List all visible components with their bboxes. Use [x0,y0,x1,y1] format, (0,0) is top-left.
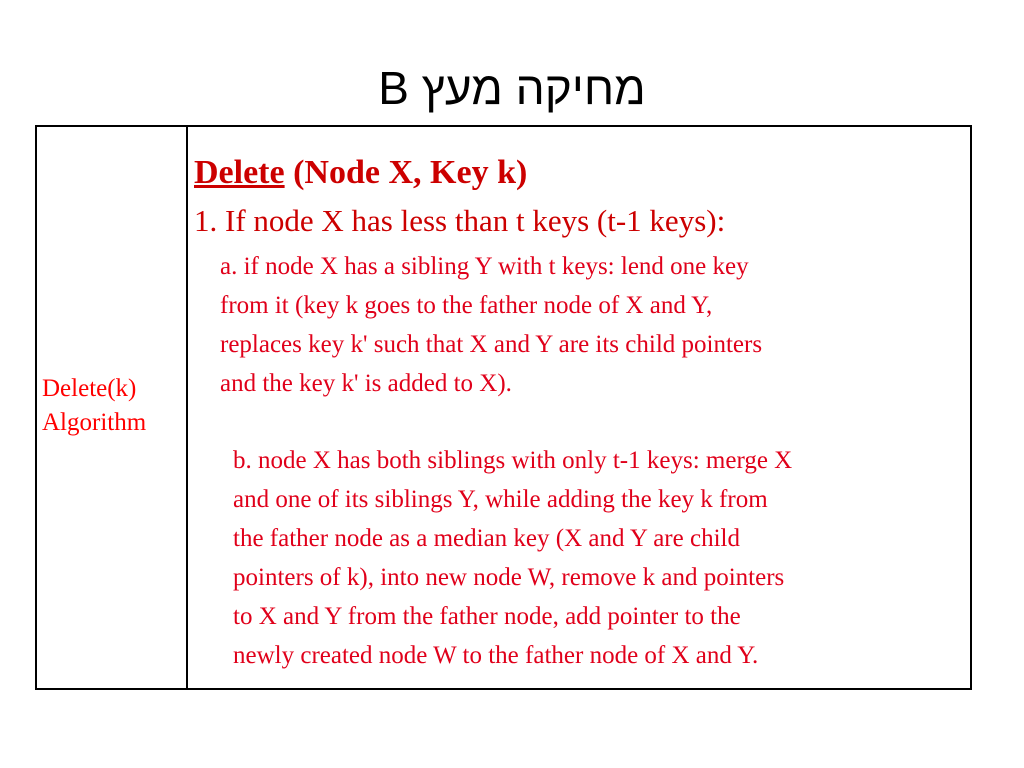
case-b-line: to X and Y from the father node, add pointer to the [233,603,741,630]
case-b-line: b. node X has both siblings with only t-1 keys: merge X [233,447,793,474]
case-b-paragraph [233,441,792,675]
case-a-line: a. if node X has a sibling Y with t keys: lend one key [220,253,749,280]
table-left-column [37,127,188,688]
case-a-line: from it (key k goes to the father node of X and Y, [220,292,713,319]
row-label-line-2: Algorithm [42,409,147,436]
step-1: 1. If node X has less than t keys (t-1 keys): [194,203,726,238]
case-b-line: and one of its siblings Y, while adding the key k from [233,486,768,513]
case-b-line: newly created node W to the father node of X and Y. [233,642,759,669]
slide-title: מחיקה מעץ B [378,62,646,114]
heading-keyword: Delete [194,154,285,191]
case-a-line: replaces key k' such that X and Y are its child pointers [220,331,763,358]
case-a-line: and the key k' is added to X). [220,370,512,397]
case-b-line: pointers of k), into new node W, remove k and pointers [233,564,785,591]
case-a-paragraph [220,247,762,403]
heading-signature: (Node X, Key k) [284,154,528,191]
case-b-line: the father node as a median key (X and Y are child [233,525,740,552]
algorithm-heading [194,153,527,193]
algorithm-table [35,125,972,690]
row-label-line-1: Delete(k) [42,375,137,402]
row-label [42,372,146,440]
